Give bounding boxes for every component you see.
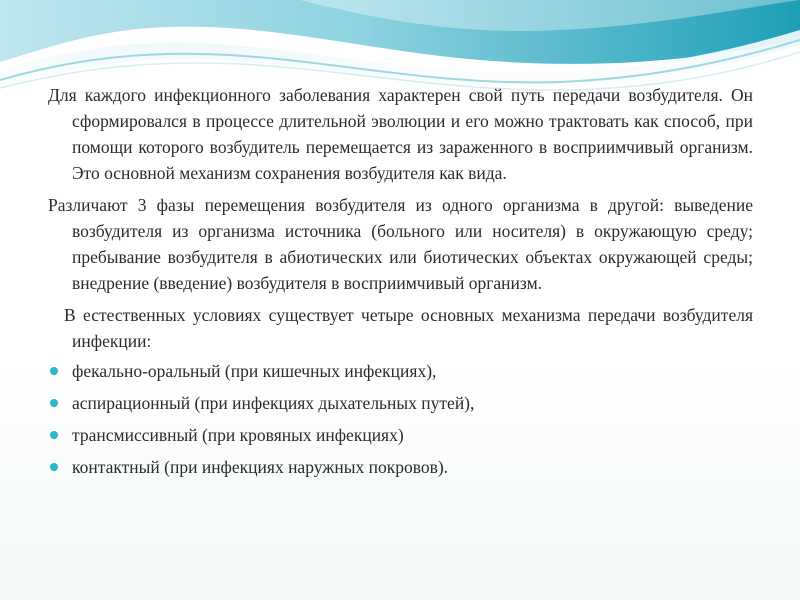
bullet-dot-icon [50, 367, 58, 375]
list-item [48, 390, 753, 416]
slide-content [48, 82, 753, 486]
paragraph-three-phases: Различают 3 фазы перемещения возбудителя из одного организма в другой: выведение возбудителя из организма источника (больного или носителя) в окружающую среду; пребывание возбудителя в абиотических или биотических объектах окружающей среды; внедрение (введение) возбудителя в восприимчивый организм. [48, 195, 753, 293]
paragraph-transmission-path: Для каждого инфекционного заболевания характерен свой путь передачи возбудителя. Он сформировался в процессе длительной эволюции и его можно трактовать как способ, при помощи которого возбудитель перемещается из зараженного в восприимчивый организм. Это основной механизм сохранения возбудителя как вида. [48, 85, 753, 183]
decorative-wave-header [0, 0, 800, 95]
list-item [48, 422, 753, 448]
list-item [48, 454, 753, 480]
mechanism-fecal-oral: фекально-оральный (при кишечных инфекциях), [72, 361, 437, 381]
mechanism-transmissive: трансмиссивный (при кровяных инфекциях) [72, 425, 404, 445]
paragraph-four-mechanisms-intro: В естественных условиях существует четыре основных механизма передачи возбудителя инфекции: [64, 305, 753, 351]
mechanisms-list [48, 358, 753, 480]
mechanism-contact: контактный (при инфекциях наружных покровов). [72, 457, 449, 477]
mechanism-aspiration: аспирационный (при инфекциях дыхательных путей), [72, 393, 475, 413]
list-item [48, 358, 753, 384]
bullet-dot-icon [50, 399, 58, 407]
bullet-dot-icon [50, 463, 58, 471]
bullet-dot-icon [50, 431, 58, 439]
